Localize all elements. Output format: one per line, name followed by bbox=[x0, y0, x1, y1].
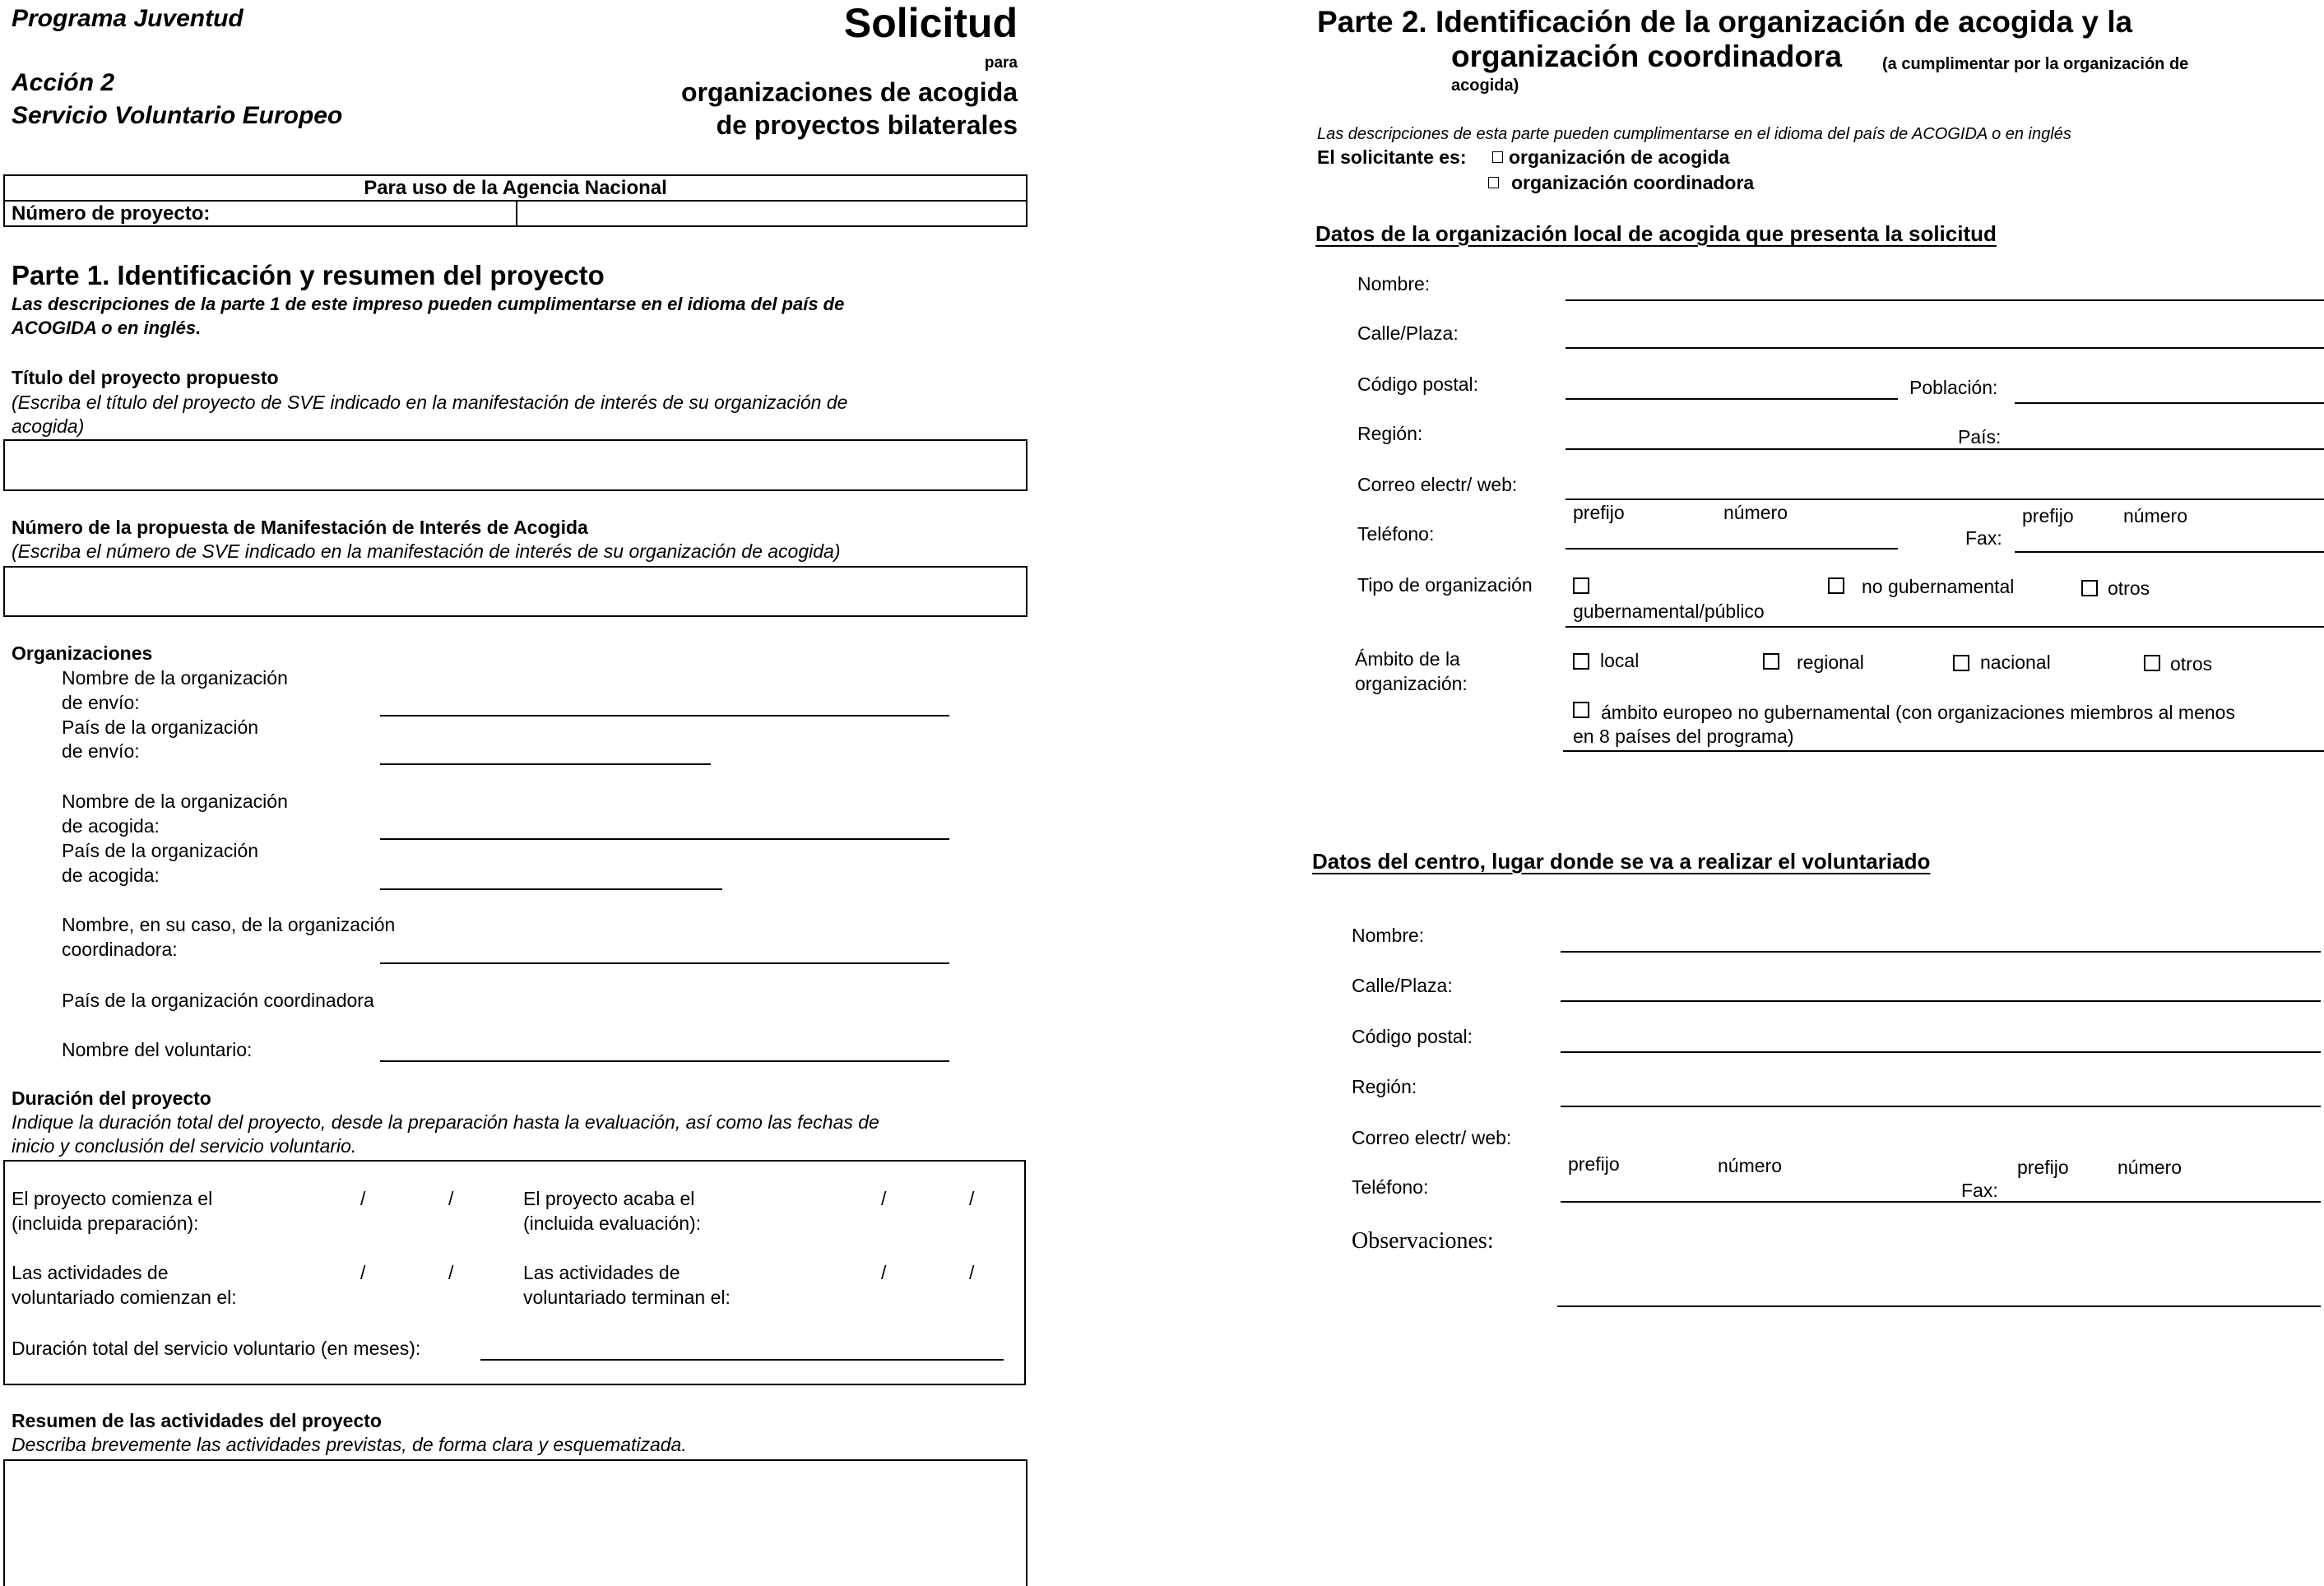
host-region-field[interactable] bbox=[1566, 448, 2324, 450]
proposal-number-heading: Número de la propuesta de Manifestación de Interés de Acogida bbox=[12, 517, 588, 538]
duration-hint-1: Indique la duración total del proyecto, desde la preparación hasta la evaluación, así como las fechas de bbox=[12, 1111, 879, 1133]
scope-local-checkbox[interactable] bbox=[1573, 653, 1589, 670]
host-street-label: Calle/Plaza: bbox=[1357, 322, 1459, 344]
project-title-field[interactable] bbox=[3, 439, 1027, 491]
volunteer-name-label: Nombre del voluntario: bbox=[62, 1039, 253, 1060]
center-remarks-field[interactable] bbox=[1557, 1305, 2321, 1307]
org-type-ngo-checkbox[interactable] bbox=[1828, 577, 1844, 594]
agency-heading: Para uso de la Agencia Nacional bbox=[364, 177, 667, 199]
sending-org-country-field[interactable] bbox=[380, 763, 711, 765]
part2-title-1: Parte 2. Identificación de la organización de acogida y la bbox=[1317, 5, 2133, 39]
coord-org-name-field[interactable] bbox=[380, 962, 949, 964]
applicant-host-label: organización de acogida bbox=[1509, 146, 1730, 168]
activities-start-label-2: voluntariado comienzan el: bbox=[12, 1287, 237, 1308]
applicant-coordinator-label: organización coordinadora bbox=[1511, 172, 1755, 193]
center-fax-label: Fax: bbox=[1961, 1180, 1998, 1201]
org-type-underline bbox=[1566, 626, 2324, 628]
host-org-heading: Datos de la organización local de acogida que presenta la solicitud bbox=[1315, 221, 1997, 246]
center-email-label: Correo electr/ web: bbox=[1352, 1127, 1512, 1148]
proposal-number-field[interactable] bbox=[3, 566, 1027, 617]
activities-start-slash-2: / bbox=[448, 1262, 454, 1283]
host-phone-prefix-label: prefijo bbox=[1573, 502, 1625, 523]
project-end-label-1: El proyecto acaba el bbox=[523, 1188, 695, 1209]
project-title-hint-1: (Escriba el título del proyecto de SVE indicado en la manifestación de interés de su organización de bbox=[12, 392, 848, 413]
scope-european-checkbox[interactable] bbox=[1573, 702, 1589, 718]
action-name: Acción 2 bbox=[12, 69, 115, 96]
summary-field[interactable] bbox=[3, 1459, 1027, 1586]
activities-end-slash-2: / bbox=[969, 1262, 975, 1283]
host-fax-field[interactable] bbox=[2015, 551, 2324, 553]
org-type-other-label: otros bbox=[2108, 577, 2150, 599]
project-start-label-2: (incluida preparación): bbox=[12, 1213, 199, 1234]
applicant-coordinator-checkbox[interactable] bbox=[1488, 177, 1499, 188]
applicant-label: El solicitante es: bbox=[1317, 146, 1467, 168]
project-start-label-1: El proyecto comienza el bbox=[12, 1188, 213, 1209]
host-email-label: Correo electr/ web: bbox=[1357, 474, 1518, 495]
host-org-name-label-1: Nombre de la organización bbox=[62, 791, 288, 812]
center-fax-number-label: número bbox=[2118, 1157, 2182, 1178]
center-postcode-field[interactable] bbox=[1561, 1051, 2321, 1053]
center-remarks-label: Observaciones: bbox=[1352, 1228, 1494, 1254]
org-type-label: Tipo de organización bbox=[1357, 574, 1533, 596]
host-org-country-label-1: País de la organización bbox=[62, 840, 259, 861]
activities-start-slash-1: / bbox=[360, 1262, 366, 1283]
sending-org-name-field[interactable] bbox=[380, 715, 949, 716]
host-fax-number-label: número bbox=[2123, 505, 2187, 526]
scope-other-checkbox[interactable] bbox=[2144, 655, 2160, 671]
center-phone-label: Teléfono: bbox=[1352, 1176, 1429, 1198]
center-region-label: Región: bbox=[1352, 1076, 1417, 1097]
org-type-ngo-label: no gubernamental bbox=[1862, 576, 2015, 597]
scope-regional-checkbox[interactable] bbox=[1763, 653, 1779, 670]
host-org-name-label-2: de acogida: bbox=[62, 815, 160, 837]
coord-org-name-label-1: Nombre, en su caso, de la organización bbox=[62, 914, 396, 935]
total-duration-field[interactable] bbox=[480, 1359, 1004, 1361]
org-type-other-checkbox[interactable] bbox=[2081, 580, 2098, 596]
host-name-field[interactable] bbox=[1566, 299, 2324, 301]
coord-org-country-label: País de la organización coordinadora bbox=[62, 990, 374, 1011]
scope-national-checkbox[interactable] bbox=[1953, 655, 1969, 671]
project-end-label-2: (incluida evaluación): bbox=[523, 1213, 702, 1234]
host-name-label: Nombre: bbox=[1357, 273, 1431, 294]
project-end-slash-2: / bbox=[969, 1188, 975, 1209]
scope-label-1: Ámbito de la bbox=[1355, 648, 1460, 670]
project-start-slash-1: / bbox=[360, 1188, 366, 1209]
host-town-label: Población: bbox=[1909, 377, 1998, 398]
form-subtitle-2: de proyectos bilaterales bbox=[716, 110, 1018, 140]
host-country-label: País: bbox=[1958, 426, 2002, 448]
project-title-hint-2: acogida) bbox=[12, 415, 85, 437]
proposal-number-hint: (Escriba el número de SVE indicado en la manifestación de interés de su organización de acogida) bbox=[12, 540, 841, 562]
org-type-gov-checkbox[interactable] bbox=[1573, 577, 1589, 594]
host-postcode-label: Código postal: bbox=[1357, 373, 1479, 395]
center-fax-prefix-label: prefijo bbox=[2017, 1157, 2069, 1178]
organizations-heading: Organizaciones bbox=[12, 642, 153, 664]
summary-heading: Resumen de las actividades del proyecto bbox=[12, 1410, 382, 1431]
scope-underline bbox=[1563, 750, 2324, 752]
host-email-field[interactable] bbox=[1566, 499, 2324, 500]
scope-european-label-1: ámbito europeo no gubernamental (con organizaciones miembros al menos bbox=[1601, 702, 2235, 723]
host-fax-label: Fax: bbox=[1965, 527, 2002, 549]
part2-description: Las descripciones de esta parte pueden cumplimentarse en el idioma del país de ACOGIDA o en inglés bbox=[1317, 125, 2071, 143]
project-number-field[interactable] bbox=[520, 202, 1023, 225]
host-phone-number-label: número bbox=[1723, 502, 1788, 523]
host-org-country-field[interactable] bbox=[380, 888, 722, 890]
scope-local-label: local bbox=[1600, 650, 1640, 671]
center-name-field[interactable] bbox=[1561, 951, 2321, 953]
service-name: Servicio Voluntario Europeo bbox=[12, 102, 343, 129]
form-title-para: para bbox=[984, 54, 1018, 72]
applicant-host-checkbox[interactable] bbox=[1492, 151, 1503, 163]
sending-org-country-label-1: País de la organización bbox=[62, 716, 259, 738]
center-postcode-label: Código postal: bbox=[1352, 1026, 1473, 1047]
project-number-label: Número de proyecto: bbox=[12, 202, 211, 225]
part2-title-2: organización coordinadora bbox=[1451, 39, 1842, 73]
part1-note-2: ACOGIDA o en inglés. bbox=[12, 318, 202, 338]
center-phone-prefix-label: prefijo bbox=[1568, 1153, 1620, 1175]
total-duration-label: Duración total del servicio voluntario (en meses): bbox=[12, 1338, 421, 1359]
host-postcode-field[interactable] bbox=[1566, 398, 1898, 400]
activities-end-label-1: Las actividades de bbox=[523, 1262, 680, 1283]
scope-other-label: otros bbox=[2170, 653, 2213, 675]
host-street-field[interactable] bbox=[1566, 347, 2324, 349]
agency-box bbox=[3, 174, 1027, 227]
activities-end-label-2: voluntariado terminan el: bbox=[523, 1287, 731, 1308]
center-phone-number-label: número bbox=[1718, 1155, 1782, 1176]
volunteer-name-field[interactable] bbox=[380, 1060, 949, 1062]
scope-label-2: organización: bbox=[1355, 673, 1468, 694]
center-street-field[interactable] bbox=[1561, 1000, 2321, 1002]
scope-regional-label: regional bbox=[1797, 652, 1864, 673]
host-phone-label: Teléfono: bbox=[1357, 523, 1435, 545]
center-name-label: Nombre: bbox=[1352, 925, 1425, 946]
center-phone-field[interactable] bbox=[1561, 1201, 2321, 1203]
coord-org-name-label-2: coordinadora: bbox=[62, 939, 178, 960]
scope-european-label-2: en 8 países del programa) bbox=[1573, 726, 1794, 747]
duration-heading: Duración del proyecto bbox=[12, 1087, 211, 1109]
part1-note-1: Las descripciones de la parte 1 de este impreso pueden cumplimentarse en el idioma del país de bbox=[12, 294, 845, 314]
form-title: Solicitud bbox=[843, 0, 1018, 46]
center-region-field[interactable] bbox=[1561, 1106, 2321, 1107]
project-title-heading: Título del proyecto propuesto bbox=[12, 367, 279, 388]
host-fax-prefix-label: prefijo bbox=[2022, 505, 2074, 526]
host-region-label: Región: bbox=[1357, 423, 1423, 444]
form-subtitle-1: organizaciones de acogida bbox=[681, 77, 1018, 107]
project-start-slash-2: / bbox=[448, 1188, 454, 1209]
sending-org-name-label-1: Nombre de la organización bbox=[62, 667, 288, 689]
center-street-label: Calle/Plaza: bbox=[1352, 975, 1453, 996]
sending-org-name-label-2: de envío: bbox=[62, 692, 140, 713]
program-name: Programa Juventud bbox=[12, 5, 244, 32]
part2-title-note-2: acogida) bbox=[1451, 77, 1519, 95]
part2-title-note-1: (a cumplimentar por la organización de bbox=[1882, 55, 2189, 73]
activities-start-label-1: Las actividades de bbox=[12, 1262, 169, 1283]
part1-title: Parte 1. Identificación y resumen del proyecto bbox=[12, 260, 605, 290]
host-town-field[interactable] bbox=[2015, 402, 2324, 404]
host-org-name-field[interactable] bbox=[380, 838, 949, 840]
host-org-country-label-2: de acogida: bbox=[62, 865, 160, 886]
org-type-gov-label: gubernamental/público bbox=[1573, 601, 1765, 622]
project-end-slash-1: / bbox=[881, 1188, 887, 1209]
duration-hint-2: inicio y conclusión del servicio voluntario. bbox=[12, 1135, 357, 1157]
summary-hint: Describa brevemente las actividades previstas, de forma clara y esquematizada. bbox=[12, 1434, 687, 1455]
activities-end-slash-1: / bbox=[881, 1262, 887, 1283]
sending-org-country-label-2: de envío: bbox=[62, 740, 140, 762]
scope-national-label: nacional bbox=[1980, 652, 2051, 673]
center-heading: Datos del centro, lugar donde se va a realizar el voluntariado bbox=[1312, 849, 1931, 874]
host-phone-field[interactable] bbox=[1566, 548, 1898, 550]
duration-box bbox=[3, 1160, 1026, 1385]
